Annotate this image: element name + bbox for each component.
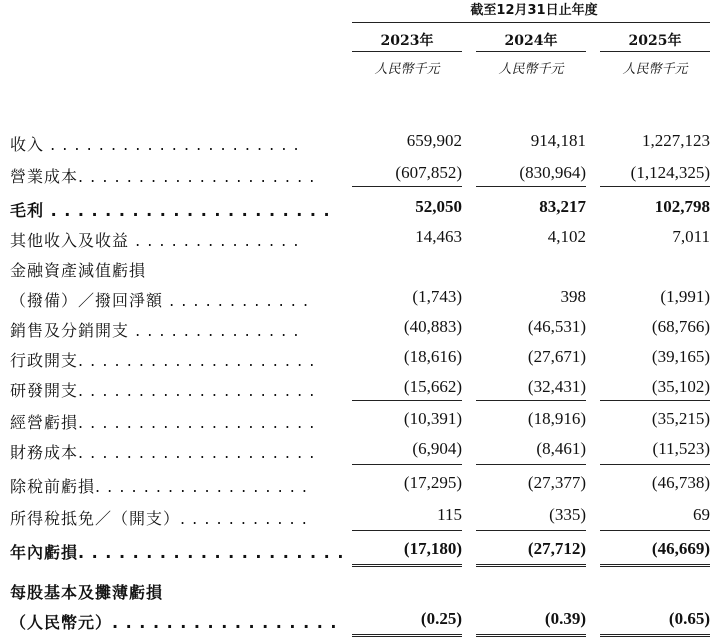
row-value-2024: (0.39) xyxy=(544,609,586,628)
total-double-rule xyxy=(476,634,586,637)
year-underline-2025 xyxy=(600,51,710,52)
row-value-2024: (46,531) xyxy=(527,317,586,336)
subtotal-rule xyxy=(352,186,462,187)
row-label: 金融資產減值虧損 xyxy=(10,261,147,280)
row-value-2023: (6,904) xyxy=(412,439,462,458)
row-value-2024: 914,181 xyxy=(530,131,586,150)
row-value-2024: (8,461) xyxy=(536,439,586,458)
row-value-2024: (18,916) xyxy=(527,409,586,428)
row-value-2025: (39,165) xyxy=(651,347,710,366)
subtotal-rule xyxy=(476,400,586,401)
total-double-rule xyxy=(476,564,586,567)
subtotal-rule xyxy=(476,186,586,187)
row-value-2024: 83,217 xyxy=(539,197,586,216)
year-header-2024: 2024年 xyxy=(504,33,558,49)
row-value-2025: 1,227,123 xyxy=(642,131,710,150)
row-label: 銷售及分銷開支 . . . . . . . . . . . . . . xyxy=(10,321,300,340)
row-value-2023: (0.25) xyxy=(420,609,462,628)
row-label: 行政開支. . . . . . . . . . . . . . . . . . . . xyxy=(10,351,316,370)
row-value-2023: (18,616) xyxy=(403,347,462,366)
row-value-2023: 659,902 xyxy=(406,131,462,150)
subtotal-rule xyxy=(476,464,586,465)
row-value-2024: 398 xyxy=(560,287,586,306)
total-double-rule xyxy=(600,634,710,637)
row-value-2023: (17,180) xyxy=(403,539,462,558)
row-label: 其他收入及收益 . . . . . . . . . . . . . . xyxy=(10,231,300,250)
subtotal-rule xyxy=(600,530,710,531)
unit-label-2025: 人民幣千元 xyxy=(622,62,688,77)
subtotal-rule xyxy=(476,530,586,531)
row-value-2024: (27,377) xyxy=(527,473,586,492)
row-label: 收入 . . . . . . . . . . . . . . . . . . . . . xyxy=(10,135,300,154)
row-value-2025: (0.65) xyxy=(668,609,710,628)
period-underline xyxy=(352,22,710,23)
row-value-2024: (32,431) xyxy=(527,377,586,396)
row-value-2025: 102,798 xyxy=(654,197,710,216)
subtotal-rule xyxy=(352,464,462,465)
subtotal-rule xyxy=(352,400,462,401)
subtotal-rule xyxy=(600,400,710,401)
row-label: 營業成本. . . . . . . . . . . . . . . . . . . . xyxy=(10,167,316,186)
row-label: 除稅前虧損. . . . . . . . . . . . . . . . . . xyxy=(10,477,309,496)
row-label: （撥備）／撥回淨額 . . . . . . . . . . . . xyxy=(10,291,310,310)
row-value-2023: (607,852) xyxy=(395,163,462,182)
year-header-2025: 2025年 xyxy=(628,33,682,49)
row-label: 毛利 . . . . . . . . . . . . . . . . . . . . . xyxy=(10,201,331,220)
row-value-2025: (46,669) xyxy=(651,539,710,558)
total-double-rule xyxy=(352,564,462,567)
row-value-2025: (1,124,325) xyxy=(630,163,710,182)
row-value-2024: (335) xyxy=(549,505,586,524)
unit-label-2023: 人民幣千元 xyxy=(374,62,440,77)
row-value-2025: 7,011 xyxy=(672,227,710,246)
row-value-2025: (35,102) xyxy=(651,377,710,396)
row-value-2023: 115 xyxy=(437,505,462,524)
unit-label-2024: 人民幣千元 xyxy=(498,62,564,77)
row-label: 財務成本. . . . . . . . . . . . . . . . . . . . xyxy=(10,443,316,462)
year-underline-2023 xyxy=(352,51,462,52)
row-value-2023: (15,662) xyxy=(403,377,462,396)
row-value-2025: (11,523) xyxy=(652,439,710,458)
row-label: 研發開支. . . . . . . . . . . . . . . . . . . . xyxy=(10,381,316,400)
row-value-2023: (40,883) xyxy=(403,317,462,336)
row-value-2024: (27,712) xyxy=(527,539,586,558)
row-value-2025: (68,766) xyxy=(651,317,710,336)
period-header: 截至12月31日止年度 xyxy=(470,3,598,18)
row-value-2024: 4,102 xyxy=(547,227,586,246)
row-value-2025: (46,738) xyxy=(651,473,710,492)
row-value-2023: 52,050 xyxy=(415,197,462,216)
subtotal-rule xyxy=(352,530,462,531)
row-value-2023: 14,463 xyxy=(415,227,462,246)
year-header-2023: 2023年 xyxy=(380,33,434,49)
row-value-2023: (10,391) xyxy=(403,409,462,428)
year-underline-2024 xyxy=(476,51,586,52)
row-label: 每股基本及攤薄虧損 xyxy=(10,583,164,602)
row-value-2024: (830,964) xyxy=(519,163,586,182)
row-label: （人民幣元）. . . . . . . . . . . . . . . . . xyxy=(10,613,338,632)
row-value-2025: (1,991) xyxy=(660,287,710,306)
total-double-rule xyxy=(352,634,462,637)
total-double-rule xyxy=(600,564,710,567)
subtotal-rule xyxy=(600,186,710,187)
row-value-2023: (1,743) xyxy=(412,287,462,306)
row-value-2025: 69 xyxy=(693,505,710,524)
subtotal-rule xyxy=(600,464,710,465)
row-value-2025: (35,215) xyxy=(651,409,710,428)
row-value-2023: (17,295) xyxy=(403,473,462,492)
row-value-2024: (27,671) xyxy=(527,347,586,366)
row-label: 所得稅抵免／（開支）. . . . . . . . . . . xyxy=(10,509,308,528)
row-label: 年內虧損. . . . . . . . . . . . . . . . . . . . xyxy=(10,543,345,562)
row-label: 經營虧損. . . . . . . . . . . . . . . . . . . . xyxy=(10,413,316,432)
